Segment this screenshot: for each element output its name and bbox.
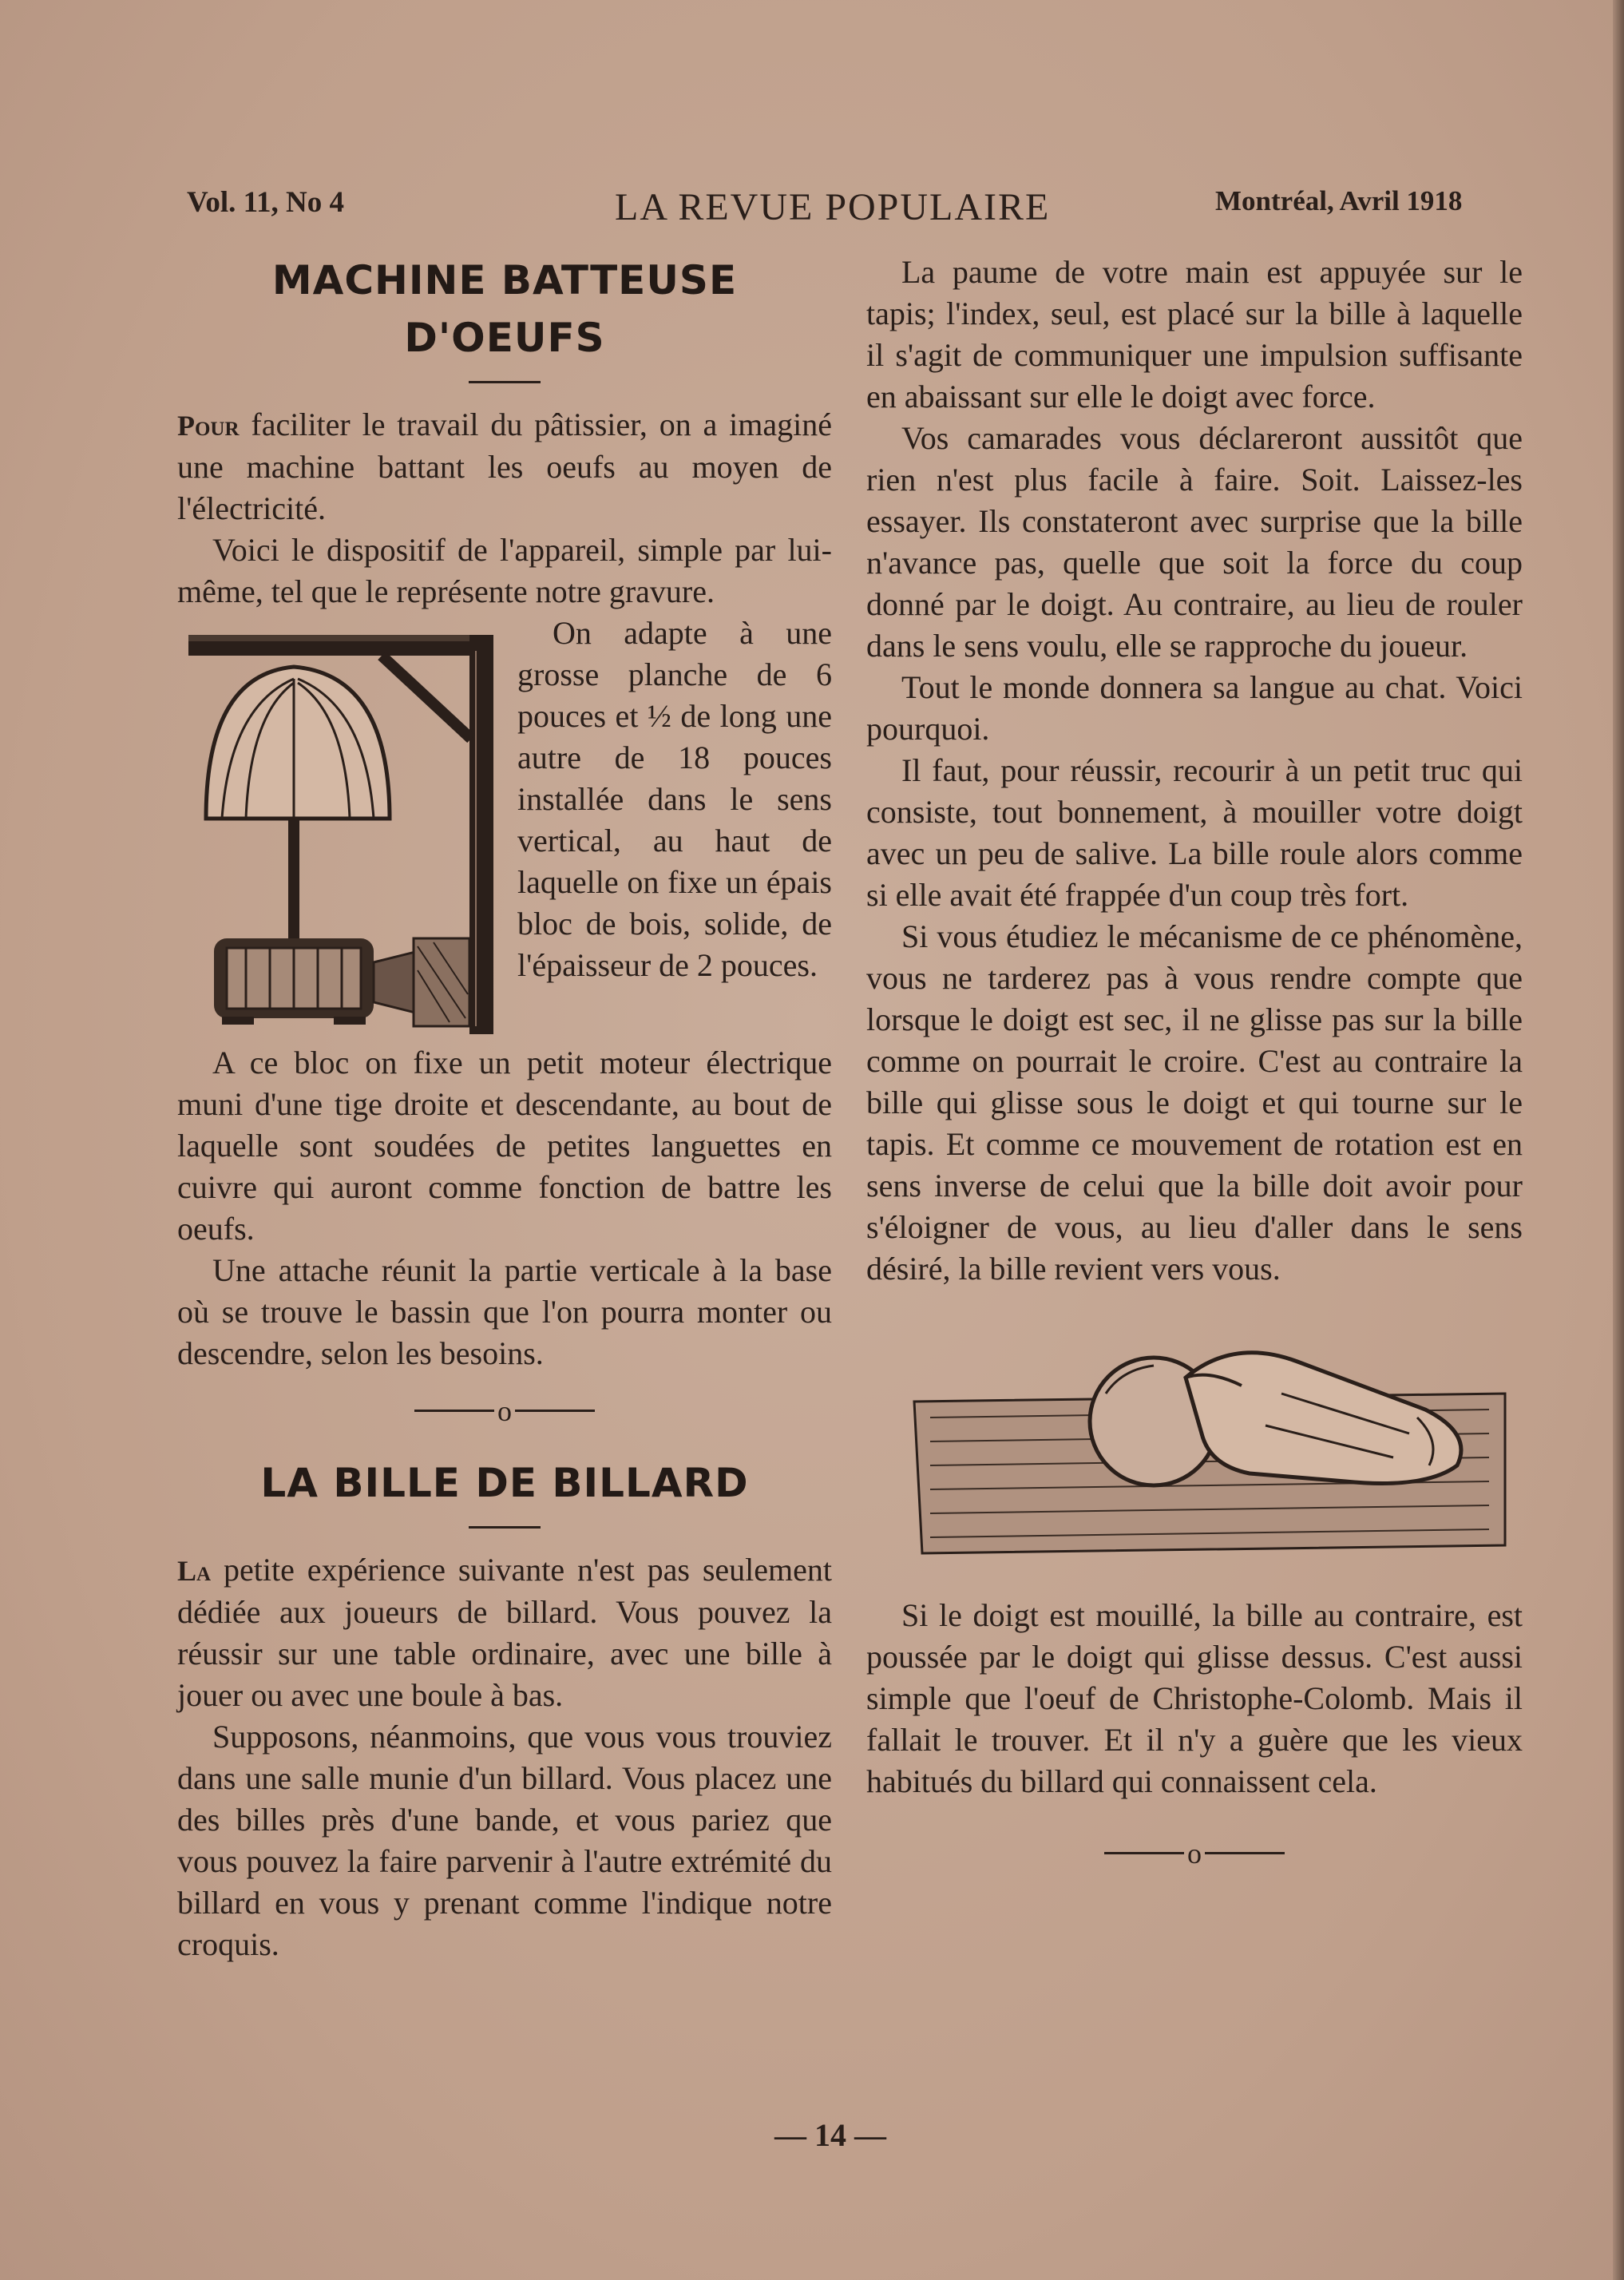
article1-figure-block [177,613,832,1042]
egg-beater-illustration [177,619,503,1042]
article2-paragraph-3: La paume de votre main est appuyée sur le tapis; l'index, seul, est placé sur la bille à laquelle il s'agit de communiquer une impulsion suffisante en abaissant sur elle le doigt avec force. [866,254,1523,414]
journal-title: LA REVUE POPULAIRE [615,186,1051,228]
article2-paragraph-2: Supposons, néanmoins, que vous vous trouviez dans une salle munie d'un billard. Vous placez une des billes près d'une bande, et vous pariez que vous pouvez la faire parvenir à l'autre extrémité du billard en vous y prenant comme l'indique notre croquis. [177,1718,832,1962]
page-number: — 14 — [774,2117,886,2153]
page-edge-shadow [1613,0,1624,2280]
article1-paragraph-4: A ce bloc on fixe un petit moteur électrique muni d'une tige droite et descendante, au bout de laquelle sont soudées de petites languettes en cuivre qui auront comme fonction de battre les oeufs. [177,1045,832,1247]
article2-paragraph-5: Tout le monde donnera sa langue au chat. Voici pourquoi. [866,669,1523,747]
right-column [866,252,1523,1887]
article1-paragraph-2: Voici le dispositif de l'appareil, simple par lui-même, tel que le représente notre gravure. [177,532,832,609]
title-rule [469,381,541,383]
billiard-hand-illustration [866,1306,1523,1585]
article2-paragraph-1: La petite expérience suivante n'est pas seulement dédiée aux joueurs de billard. Vous pouvez la réussir sur une table ordinaire, avec une bille à jouer ou avec une boule à bas. [177,1551,832,1713]
article2-paragraph-8: Si le doigt est mouillé, la bille au contraire, est poussée par le doigt qui glisse dessus. C'est aussi simple que l'oeuf de Christophe-Colomb. Mais il fallait le trouver. Et il n'y a guère que les vieux habitués du billard qui connaissent cela. [866,1597,1523,1799]
article-title-egg-beater: MACHINE BATTEUSE D'OEUFS [271,257,738,361]
volume-number: Vol. 11, No 4 [187,186,345,219]
end-separator: o [866,1834,1523,1870]
article2-paragraph-7: Si vous étudiez le mécanisme de ce phénomène, vous ne tarderez pas à vous rendre compte que lorsque le doigt est sec, il ne glisse pas sur la bille comme on pourrait le croire. C'est au contraire la bille qui glisse sous le doigt et qui tourne sur le tapis. Et comme ce mouvement de rotation est en sens inverse de celui que la bille doit avoir pour s'éloigner de vous, au lieu d'aller dans le sens désiré, la bille revient vers vous. [866,918,1523,1287]
article1-paragraph-1: Pour faciliter le travail du pâtissier, on a imaginé une machine battant les oeufs au moyen de l'électricité. [177,406,832,526]
article2-paragraph-4: Vos camarades vous déclareront aussitôt que rien n'est plus facile à faire. Soit. Laissez-les essayer. Ils constateront avec surprise que la bille n'avance pas, quelle que soit la force du coup donné par le doigt. Au contraire, au lieu de rouler dans le sens voulu, elle se rapproche du joueur. [866,420,1523,664]
issue-date: Montréal, Avril 1918 [1215,185,1463,216]
article-title-billiard-ball: LA BILLE DE BILLARD [260,1459,749,1506]
left-column [177,252,832,1965]
article2-dropcap: La [177,1554,212,1587]
article1-paragraph-5: Une attache réunit la partie verticale à la base où se trouve le bassin que l'on pourra monter ou descendre, selon les besoins. [177,1252,832,1371]
title-rule [469,1526,541,1529]
article2-paragraph-6: Il faut, pour réussir, recourir à un petit truc qui consiste, tout bonnement, à mouiller votre doigt avec un peu de salive. La bille roule alors comme si elle avait été frappée d'un coup très fort. [866,752,1523,913]
article1-paragraph-3: On adapte à une grosse planche de 6 pouces et ½ de long une autre de 18 pouces installée dans le sens vertical, au haut de laquelle on fixe un épais bloc de bois, solide, de l'épaisseur de 2 pouces. [517,615,832,983]
article1-dropcap: Pour [177,410,240,442]
section-separator: o [177,1392,832,1427]
